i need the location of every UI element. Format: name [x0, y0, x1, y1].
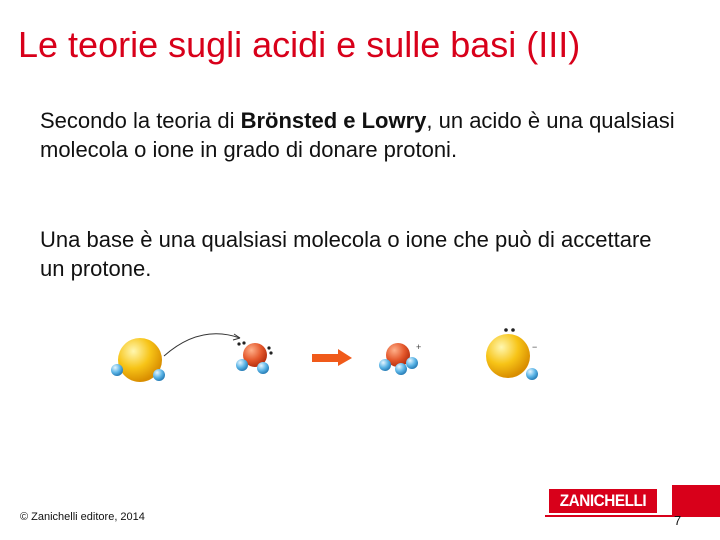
water-molecule — [236, 341, 273, 374]
slide-title: Le teorie sugli acidi e sulle basi (III) — [18, 24, 581, 65]
logo-text: ZANICHELLI — [549, 489, 657, 513]
hydronium-ion — [379, 343, 418, 375]
transfer-curve-arrow — [164, 334, 240, 356]
minus-charge: − — [532, 342, 538, 352]
plus-charge: + — [416, 342, 422, 352]
reaction-arrow — [312, 349, 352, 366]
logo-line — [545, 515, 720, 517]
page-number: 7 — [674, 513, 682, 528]
paragraph-base-definition: Una base è una qualsiasi molecola o ione che può di accettare un protone. — [40, 227, 652, 281]
paragraph1-bold-names: Brönsted e Lowry — [240, 108, 427, 133]
proton-transfer-illustration — [100, 318, 560, 390]
paragraph-bronsted-lowry — [40, 106, 680, 164]
paragraph1-text-before: Secondo la teoria di — [40, 108, 241, 133]
acid-molecule — [111, 338, 165, 382]
paragraph1-text-after: , un acido è una qualsiasi molecola o ione in grado di donare protoni. — [40, 108, 675, 162]
zanichelli-logo — [545, 485, 720, 517]
copyright-text: © Zanichelli editore, 2014 — [20, 511, 145, 523]
conjugate-base-ion — [486, 328, 538, 380]
